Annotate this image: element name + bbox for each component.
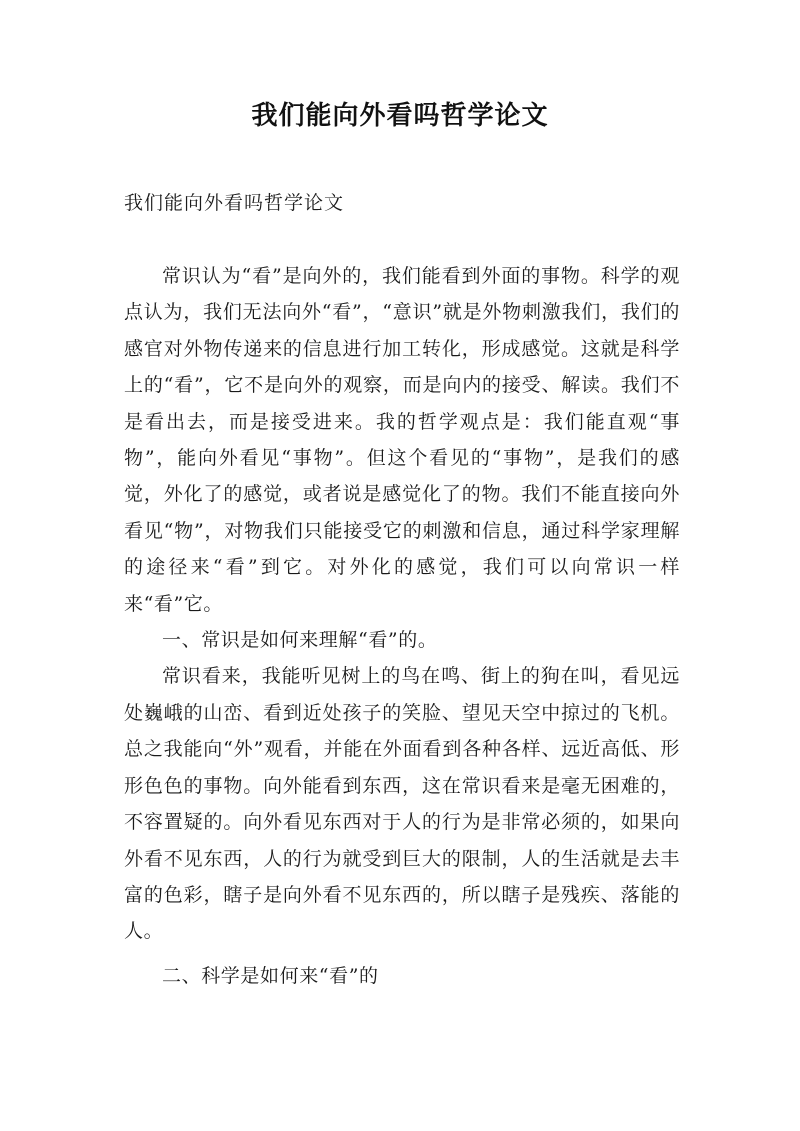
section-heading-2: 二、科学是如何来“看”的 bbox=[162, 964, 379, 987]
document-title: 我们能向外看吗哲学论文 bbox=[251, 101, 549, 131]
document-subtitle: 我们能向外看吗哲学论文 bbox=[124, 192, 345, 214]
paragraph-intro: 常识认为“看”是向外的，我们能看到外面的事物。科学的观点认为，我们无法向外“看”，“意识”就是外物刺激我们，我们的感官对外物传递来的信息进行加工转化，形成感觉。这就是科学上的“看”，它不是向外的观察，而是向内的接受、解读。我们不是看出去，而是接受进来。我的哲学观点是：我们能直观“事物”，能向外看见“事物”。但这个看见的“事物”，是我们的感觉，外化了的感觉，或者说是感觉化了的物。我们不能直接向外看见“物”，对物我们只能接受它的刺激和信息，通过科学家理解的途径来“看”到它。对外化的感觉，我们可以向常识一样来“看”它。 bbox=[124, 265, 680, 615]
document-body bbox=[124, 258, 680, 994]
paragraph-common-sense: 常识看来，我能听见树上的鸟在鸣、街上的狗在叫，看见远处巍峨的山峦、看到近处孩子的笑脸、望见天空中掠过的飞机。总之我能向“外”观看，并能在外面看到各种各样、远近高低、形形色色的事物。向外能看到东西，这在常识看来是毫无困难的，不容置疑的。向外看见东西对于人的行为是非常必须的，如果向外看不见东西，人的行为就受到巨大的限制，人的生活就是去丰富的色彩，瞎子是向外看不见东西的，所以瞎子是残疾、落能的人。 bbox=[124, 665, 680, 943]
section-heading-1: 一、常识是如何来理解“看”的。 bbox=[162, 629, 438, 652]
